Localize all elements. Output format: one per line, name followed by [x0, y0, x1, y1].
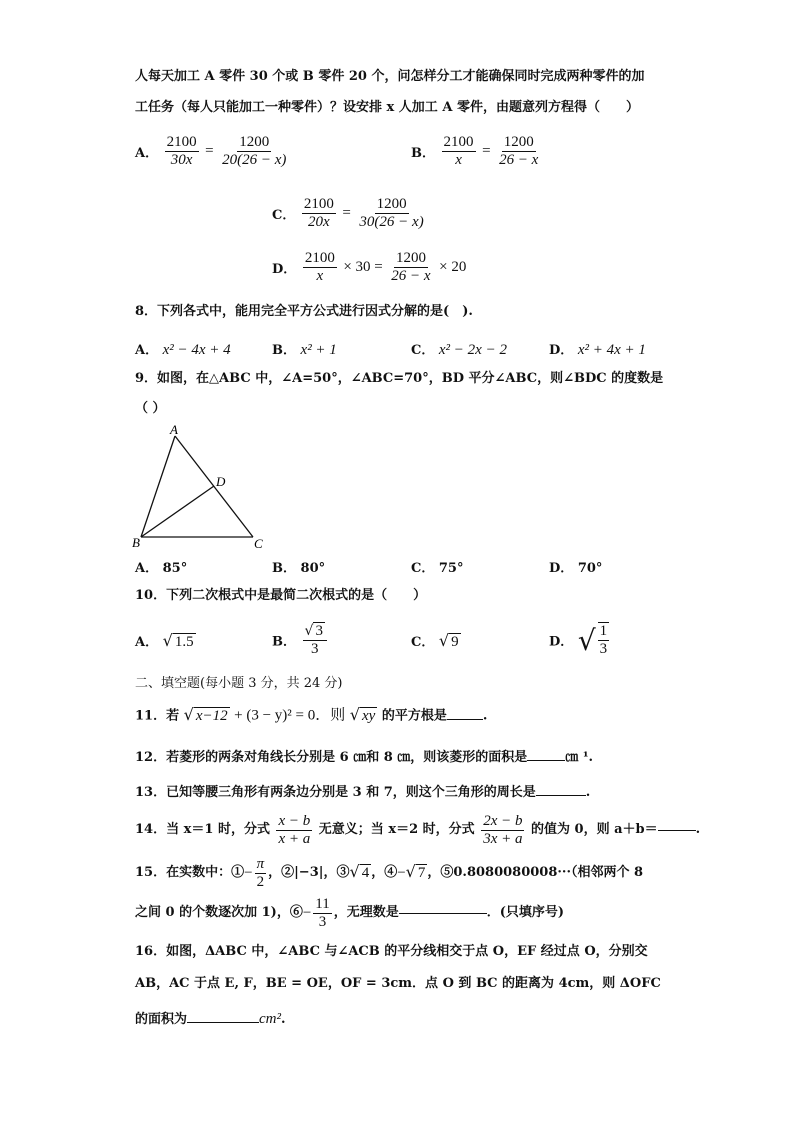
fraction: $\frac{1200}{26 - x}$ — [391, 250, 431, 284]
fraction: $\frac{2100}{30x}$ — [166, 134, 197, 168]
q9-option-d[interactable]: D． 70° — [549, 561, 603, 576]
fraction: $\frac{1200}{26 - x}$ — [499, 134, 539, 168]
q8-option-a[interactable]: A． x² − 4x + 4 — [135, 342, 231, 358]
sqrt: √ x−12 — [183, 705, 228, 724]
answer-blank[interactable] — [399, 913, 487, 914]
answer-blank[interactable] — [447, 719, 483, 720]
answer-blank[interactable] — [527, 760, 565, 761]
fraction: $\frac{2100}{20x}$ — [303, 196, 334, 230]
q16-line1: 16．如图，ΔABC 中，∠ABC 与∠ACB 的平分线相交于点 O，EF 经过点 O，分别交 — [135, 944, 648, 959]
q10-stem: 10．下列二次根式中是最简二次根式的是（ ） — [135, 588, 427, 603]
vertex-label-a: A — [170, 422, 178, 437]
q7-option-a[interactable]: A． $\frac{2100}{30x}$ = $\frac{1200}{20(26 - x)}$ — [135, 134, 287, 168]
q16-line2: AB，AC 于点 E, F，BE = OE，OF = 3cm．点 O 到 BC 的距离为 4cm，则 ΔOFC — [135, 976, 661, 991]
q7-option-c[interactable]: C． $\frac{2100}{20x}$ = $\frac{1200}{30(26 - x)}$ — [272, 196, 424, 230]
vertex-label-d: D — [216, 474, 226, 489]
q7-option-b[interactable]: B． $\frac{2100}{x}$ = $\frac{1200}{26 - x}$ — [411, 134, 539, 168]
q7-option-d[interactable]: D． $\frac{2100}{x}$ × 30 = $\frac{1200}{26 - x}$ × 20 — [272, 250, 467, 284]
q13: 13．已知等腰三角形有两条边分别是 3 和 7，则这个三角形的周长是 . — [135, 785, 591, 800]
section-title: 二、填空题(每小题 3 分，共 24 分) — [135, 676, 343, 691]
sqrt: √ 1.5 — [162, 631, 194, 650]
fraction: $\frac{√ 3}{3}$ — [303, 622, 327, 658]
vertex-label-b: B — [132, 535, 140, 550]
fraction: $\frac{2100}{x}$ — [443, 134, 474, 168]
answer-blank[interactable] — [187, 1022, 259, 1023]
sqrt: √ 4 — [349, 862, 370, 881]
q7-line1: 人每天加工 A 零件 30 个或 B 零件 20 个，问怎样分工才能确保同时完成两种零件的加 — [135, 69, 645, 84]
q9-stem: 9．如图，在△ABC 中，∠A=50°，∠ABC=70°，BD 平分∠ABC，则∠BDC 的度数是 — [135, 371, 664, 386]
triangle-figure — [128, 420, 278, 552]
option-label: C． — [272, 208, 296, 223]
sqrt: √ 7 — [405, 862, 426, 881]
q10-option-b[interactable]: B． $\frac{√ 3}{3}$ — [272, 622, 329, 658]
q10-option-a[interactable]: A． √ 1.5 — [135, 631, 194, 650]
segment-bd — [141, 486, 214, 537]
q9-paren: （ ） — [135, 401, 166, 416]
answer-blank[interactable] — [658, 830, 696, 831]
vertex-label-c: C — [254, 536, 263, 551]
fraction: $\frac{2100}{x}$ — [304, 250, 335, 284]
q10-option-d[interactable]: D． √ $\frac{1}{3}$ — [549, 622, 611, 658]
side-ab — [141, 436, 175, 537]
q9-option-b[interactable]: B． 80° — [272, 561, 326, 576]
q8-option-b[interactable]: B． x² + 1 — [272, 342, 337, 358]
q9-option-a[interactable]: A． 85° — [135, 561, 188, 576]
q8-stem: 8．下列各式中，能用完全平方公式进行因式分解的是( ). — [135, 304, 473, 319]
q15-line2: 之间 0 的个数逐次加 1)，⑥− $\frac{11}{3}$ ，无理数是 ．(只填序号) — [135, 895, 565, 930]
q9-option-c[interactable]: C． 75° — [411, 561, 464, 576]
q16-line3: 的面积为 cm². — [135, 1011, 286, 1027]
q15-line1: 15．在实数中：①− $\frac{\pi}{2}$ ，②|−3|，③√ 4 ，④−√ 7 ，⑤0.8080080008···（相邻两个 8 — [135, 852, 643, 894]
option-label: B． — [411, 146, 435, 161]
fraction: $\frac{1200}{20(26 - x)}$ — [222, 134, 287, 168]
sqrt: √ 9 — [438, 631, 459, 650]
sqrt: √ $\frac{1}{3}$ — [577, 623, 608, 657]
answer-blank[interactable] — [536, 795, 586, 796]
q12: 12．若菱形的两条对角线长分别是 6 ㎝和 8 ㎝，则该菱形的面积是 ㎝ ¹. — [135, 750, 594, 765]
fraction: $\frac{1200}{30(26 - x)}$ — [359, 196, 424, 230]
option-label: A． — [135, 146, 159, 161]
q7-line2: 工任务（每人只能加工一种零件）？设安排 x 人加工 A 零件，由题意列方程得（ ） — [135, 100, 639, 115]
q14: 14．当 x＝1 时，分式 $\frac{x - b}{x + a}$ 无意义；当 x＝2 时，分式 $\frac{2x - b}{3x + a}$ 的值为 0，则 a＋b＝ . — [135, 812, 701, 847]
q11: 11．若 √ x−12 + (3 − y)² = 0．则 √ xy 的平方根是 . — [135, 705, 488, 724]
q8-option-d[interactable]: D． x² + 4x + 1 — [549, 342, 646, 358]
q10-option-c[interactable]: C． √ 9 — [411, 631, 459, 650]
q8-option-c[interactable]: C． x² − 2x − 2 — [411, 342, 507, 358]
option-label: D． — [272, 262, 297, 277]
sqrt: √ xy — [349, 705, 376, 724]
